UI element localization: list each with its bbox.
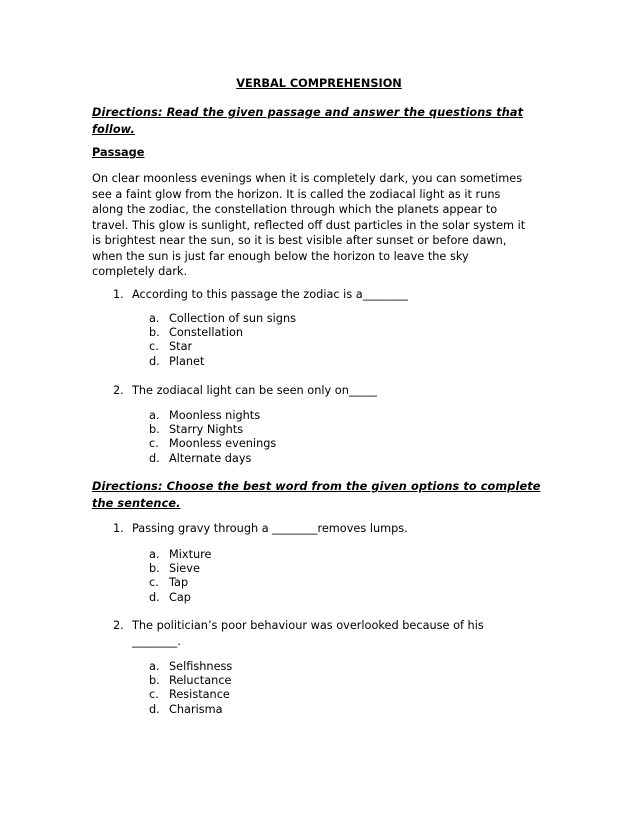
question-text: The politician’s poor behaviour was overlooked because of his [132, 619, 484, 632]
question-number: 2. [113, 619, 124, 632]
question-4 [113, 618, 533, 649]
option-item[interactable] [149, 548, 212, 562]
option-letter: b. [149, 423, 160, 437]
option-letter: d. [149, 451, 160, 465]
option-item[interactable] [149, 355, 296, 369]
question-2-options [149, 409, 276, 466]
option-text: Constellation [169, 326, 244, 340]
passage-line: travel. This glow is sunlight, reflected off dust particles in the solar system it [92, 218, 526, 232]
passage-line: see a faint glow from the horizon. It is called the zodiacal light as it runs [92, 187, 501, 201]
option-letter: a. [149, 409, 160, 422]
option-item[interactable] [149, 562, 212, 576]
option-item[interactable] [149, 437, 276, 451]
option-text: Reluctance [169, 674, 232, 688]
question-text: According to this passage the zodiac is a________ [132, 288, 408, 301]
option-item[interactable] [149, 688, 232, 702]
question-number: 2. [113, 384, 124, 397]
page-title: VERBAL COMPREHENSION [236, 77, 402, 90]
option-item[interactable] [149, 452, 276, 466]
option-text: Charisma [169, 702, 223, 716]
option-item[interactable] [149, 591, 212, 605]
option-letter: d. [149, 354, 160, 368]
question-number: 1. [113, 522, 124, 535]
option-text: Tap [169, 576, 189, 590]
question-number: 1. [113, 288, 124, 301]
option-letter: a. [149, 312, 160, 325]
option-letter: b. [149, 562, 160, 576]
option-letter: c. [149, 576, 159, 590]
option-item[interactable] [149, 312, 296, 326]
option-text: Cap [169, 590, 191, 604]
option-letter: b. [149, 674, 160, 688]
question-1 [113, 287, 533, 303]
option-item[interactable] [149, 340, 296, 354]
option-text: Selfishness [169, 660, 233, 673]
option-text: Star [169, 340, 193, 354]
option-item[interactable] [149, 674, 232, 688]
question-3 [113, 521, 533, 537]
passage-line: is brightest near the sun, so it is best visible after sunset or before dawn, [92, 234, 507, 247]
option-item[interactable] [149, 703, 232, 717]
directions-line: follow. [92, 123, 135, 136]
directions-line: the sentence. [92, 497, 181, 510]
question-text: The zodiacal light can be seen only on_____ [132, 384, 378, 397]
option-item[interactable] [149, 576, 212, 590]
passage-heading: Passage [92, 146, 145, 159]
option-text: Moonless nights [169, 409, 261, 422]
option-text: Sieve [169, 562, 200, 576]
option-text: Collection of sun signs [169, 312, 296, 325]
option-letter: a. [149, 660, 160, 673]
option-letter: c. [149, 688, 159, 702]
option-letter: c. [149, 340, 159, 354]
option-letter: a. [149, 548, 160, 561]
option-letter: d. [149, 702, 160, 716]
option-text: Starry Nights [169, 423, 244, 437]
option-letter: c. [149, 437, 159, 451]
option-text: Mixture [169, 548, 212, 561]
passage-text [92, 171, 552, 280]
option-text: Planet [169, 354, 205, 368]
section2-directions [92, 478, 552, 512]
question-text-continued: ________. [132, 634, 181, 648]
question-4-options [149, 660, 232, 717]
option-text: Alternate days [169, 451, 252, 465]
directions-line: Directions: Read the given passage and answer the questions that [92, 106, 524, 119]
option-letter: b. [149, 326, 160, 340]
option-letter: d. [149, 590, 160, 604]
passage-line: completely dark. [92, 265, 188, 278]
option-text: Moonless evenings [169, 437, 277, 451]
question-2 [113, 383, 533, 399]
option-item[interactable] [149, 326, 296, 340]
directions-line: Directions: Choose the best word from the given options to complete [92, 480, 541, 493]
passage-line: when the sun is just far enough below the horizon to leave the sky [92, 249, 469, 263]
question-1-options [149, 312, 296, 369]
section1-directions [92, 104, 552, 138]
option-item[interactable] [149, 423, 276, 437]
passage-line: On clear moonless evenings when it is completely dark, you can sometimes [92, 172, 523, 185]
option-item[interactable] [149, 660, 232, 674]
passage-line: along the zodiac, the constellation through which the planets appear to [92, 203, 498, 216]
option-item[interactable] [149, 409, 276, 423]
question-text: Passing gravy through a ________removes lumps. [132, 522, 408, 535]
question-3-options [149, 548, 212, 605]
option-text: Resistance [169, 688, 230, 702]
